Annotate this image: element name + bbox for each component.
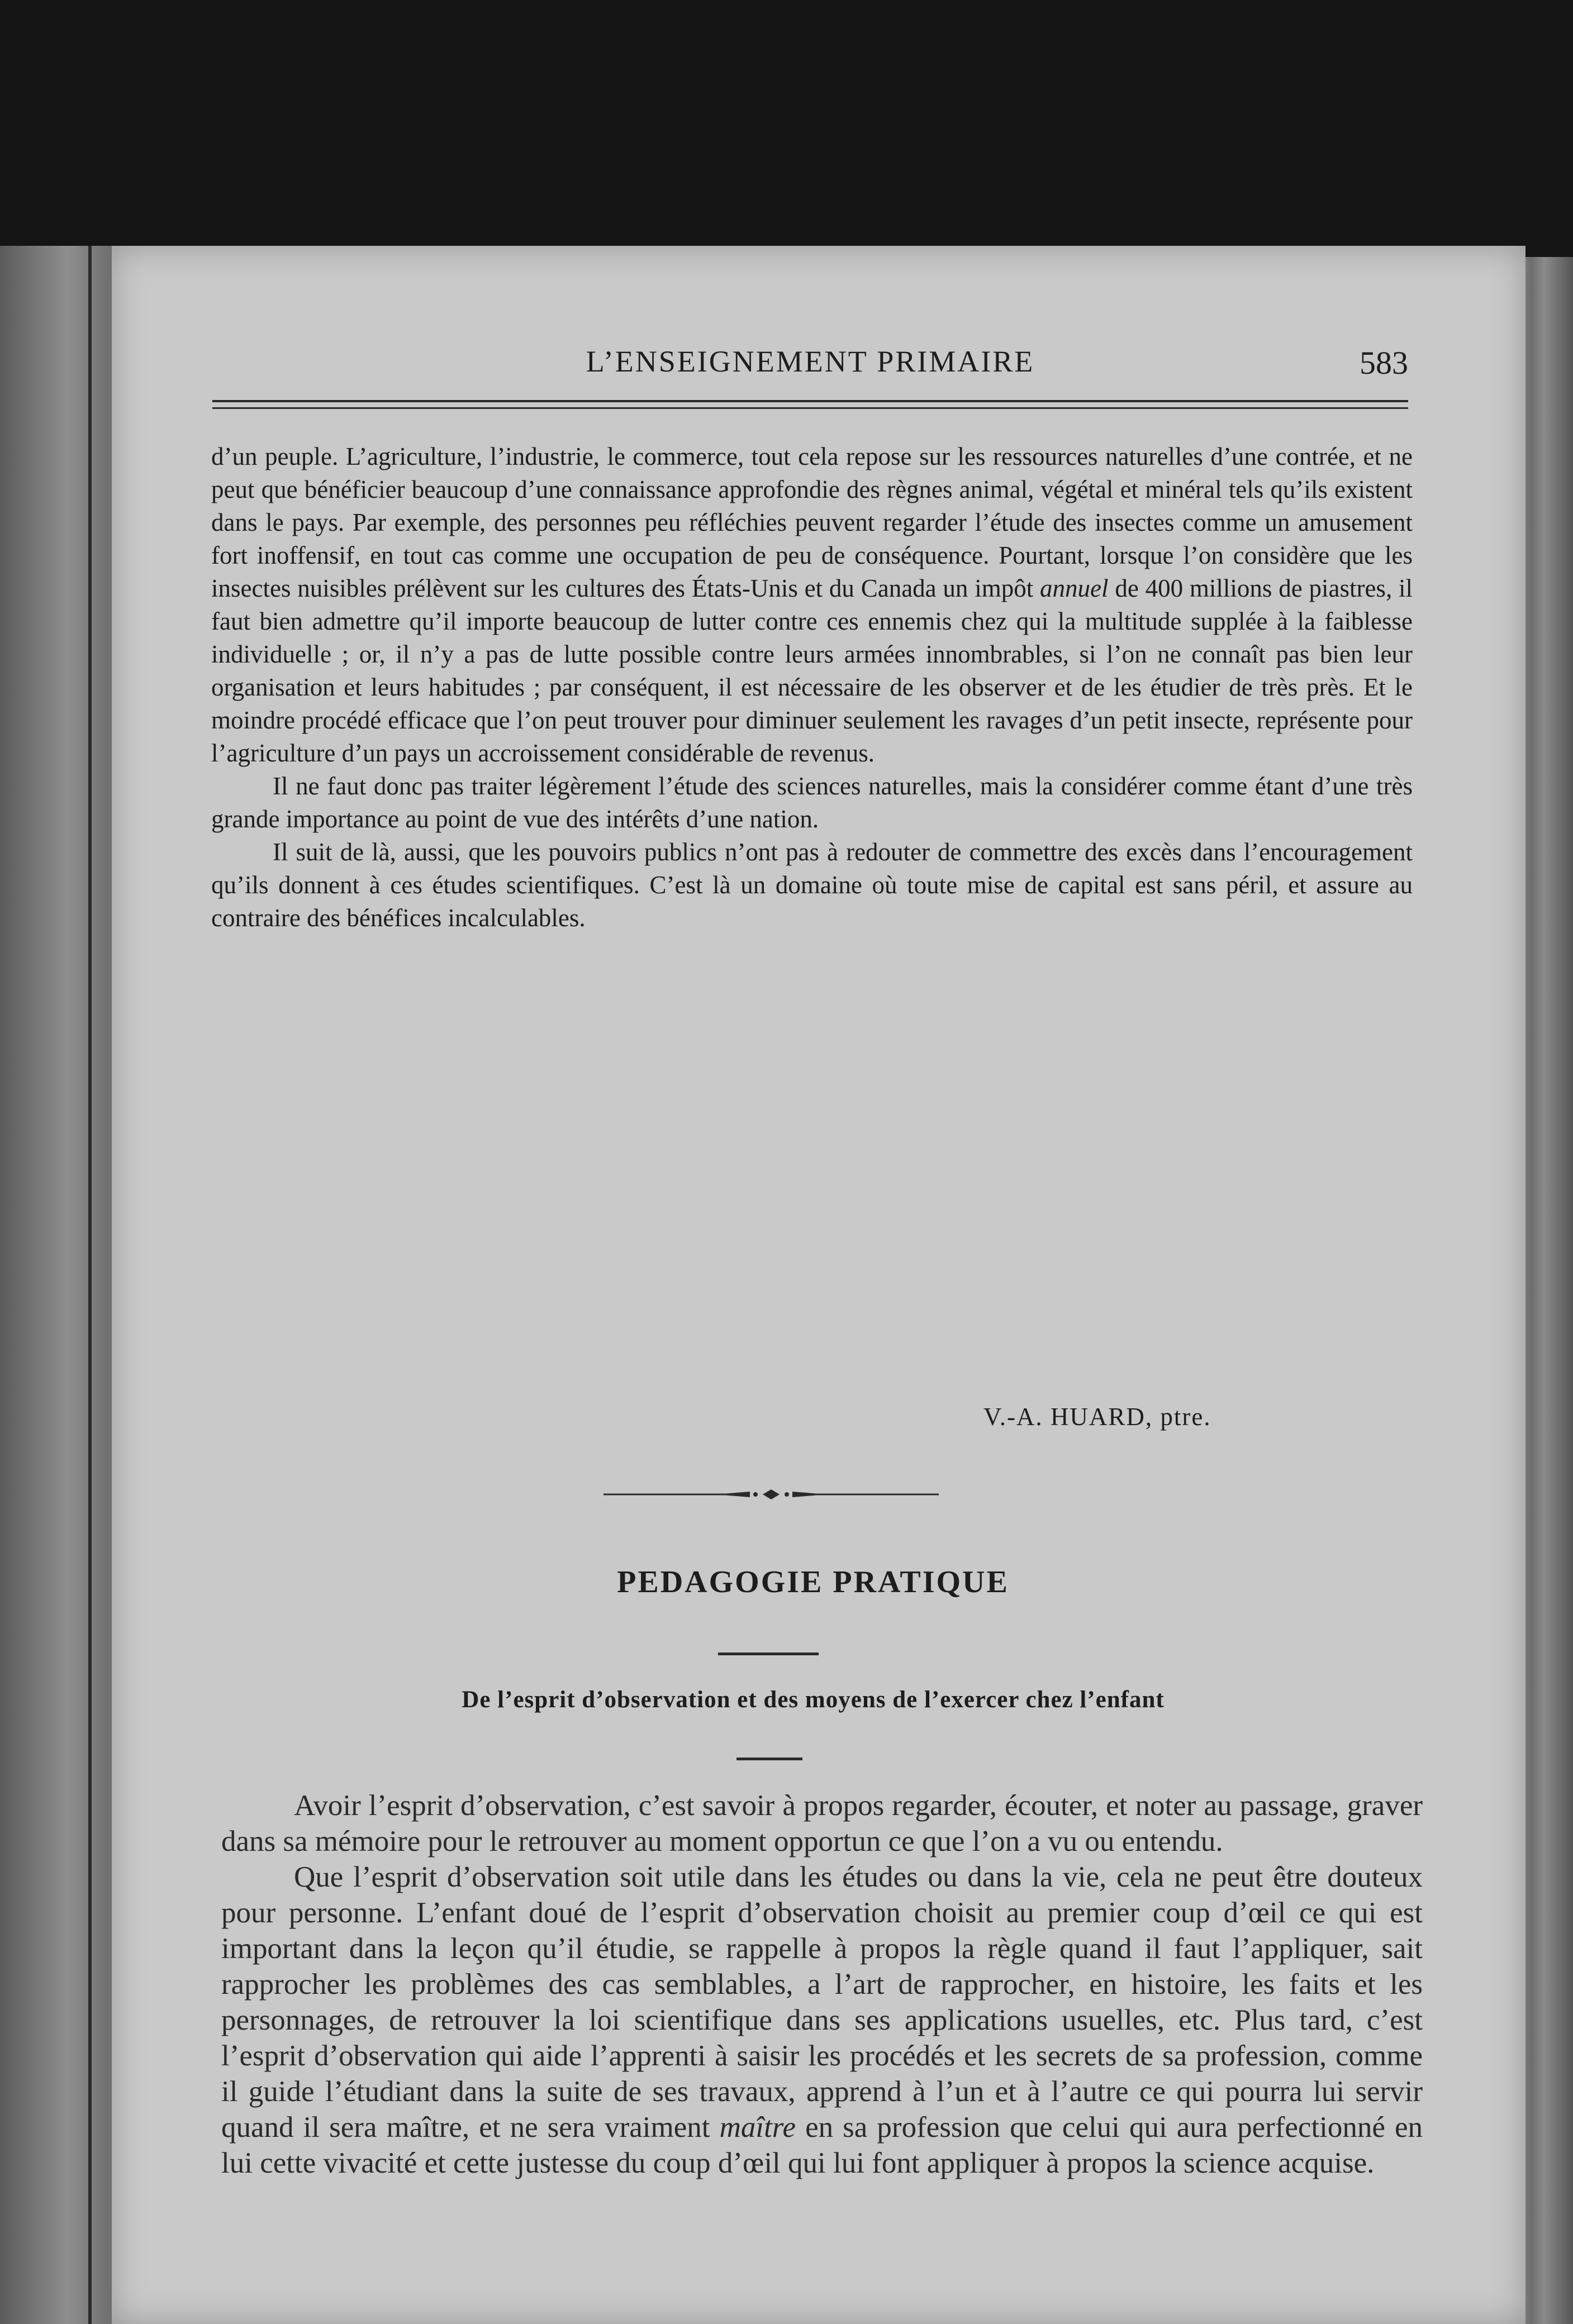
intro-paragraph-3: Il suit de là, aussi, que les pouvoirs publics n’ont pas à redouter de commettre des excès dans l’encouragement qu’ils donnent à ces études scientifiques. C’est là un domaine où toute mise de capital est sans péril, et assure au contraire des bénéfices incalculables. — [211, 838, 1413, 932]
page-number: 583 — [1360, 345, 1408, 381]
emphasis-maitre: maître — [719, 2111, 796, 2144]
article-text — [221, 1788, 1423, 2181]
ornamental-divider — [603, 1486, 939, 1503]
section-subtitle: De l’esprit d’observation et des moyens de l’exercer chez l’enfant — [462, 1687, 1165, 1713]
emphasis-annuel: annuel — [1040, 574, 1109, 602]
page-header — [212, 344, 1408, 389]
header-double-rule — [212, 400, 1408, 409]
article-paragraph-2: Que l’esprit d’observation soit utile dans les études ou dans la vie, cela ne peut être douteux pour personne. L’enfant doué de l’esprit d’observation choisit au premier coup d’œil ce qui est important dans la leçon qu’il étudie, se rappelle à propos la règle quand il faut l’appliquer, sait rapprocher les problèmes des cas semblables, a l’art de rapprocher, en histoire, les faits et les personnages, de retrouver la loi scientifique dans ses applications usuelles, etc. Plus tard, c’est l’esprit d’observation qui aide l’apprenti à saisir les procédés et les secrets de sa profession, comme il guide l’étudiant dans la suite de ses travaux, apprend à l’un et à l’autre ce qui pourra lui servir quand il sera maître, et ne sera vraiment maître en sa profession que celui qui aura perfectionné en lui cette vivacité et cette justesse du coup d’œil qui lui font appliquer à propos la science acquise. — [221, 1861, 1423, 2179]
intro-text — [211, 440, 1413, 935]
subtitle-rule — [736, 1758, 802, 1760]
page-gutter-line — [88, 246, 92, 2324]
book-page — [112, 246, 1526, 2324]
intro-paragraph-2: Il ne faut donc pas traiter légèrement l’étude des sciences naturelles, mais la considérer comme étant d’une très grande importance au point de vue des intérêts d’une nation. — [211, 772, 1413, 833]
running-title: L’ENSEIGNEMENT PRIMAIRE — [586, 345, 1035, 378]
author-signature: V.-A. HUARD, ptre. — [983, 1403, 1211, 1431]
previous-page-edge — [0, 246, 112, 2324]
title-rule — [718, 1652, 819, 1655]
intro-paragraph-1: d’un peuple. L’agriculture, l’industrie, le commerce, tout cela repose sur les ressources naturelles d’une contrée, et ne peut que bénéficier beaucoup d’une connaissance approfondie des règnes animal, végétal et minéral tels qu’ils existent dans le pays. Par exemple, des personnes peu réfléchies peuvent regarder l’étude des insectes comme un amusement fort inoffensif, en tout cas comme une occupation de peu de conséquence. Pourtant, lorsque l’on considère que les insectes nuisibles prélèvent sur les cultures des États-Unis et du Canada un impôt annuel de 400 millions de piastres, il faut bien admettre qu’il importe beaucoup de lutter contre ces ennemis chez qui la multitude supplée à la faiblesse individuelle ; or, il n’y a pas de lutte possible contre leurs armées innombrables, si l’on ne connaît pas bien leur organisation et leurs habitudes ; par conséquent, il est nécessaire de les observer et de les étudier de très près. Et le moindre procédé efficace que l’on peut trouver pour diminuer seulement les ravages d’un petit insecte, représente pour l’agriculture d’un pays un accroissement considérable de revenus. — [211, 442, 1413, 767]
section-title: PEDAGOGIE PRATIQUE — [617, 1565, 1009, 1599]
article-paragraph-1: Avoir l’esprit d’observation, c’est savoir à propos regarder, écouter, et noter au passage, graver dans sa mémoire pour le retrouver au moment opportun ce que l’on a vu ou entendu. — [221, 1789, 1423, 1858]
